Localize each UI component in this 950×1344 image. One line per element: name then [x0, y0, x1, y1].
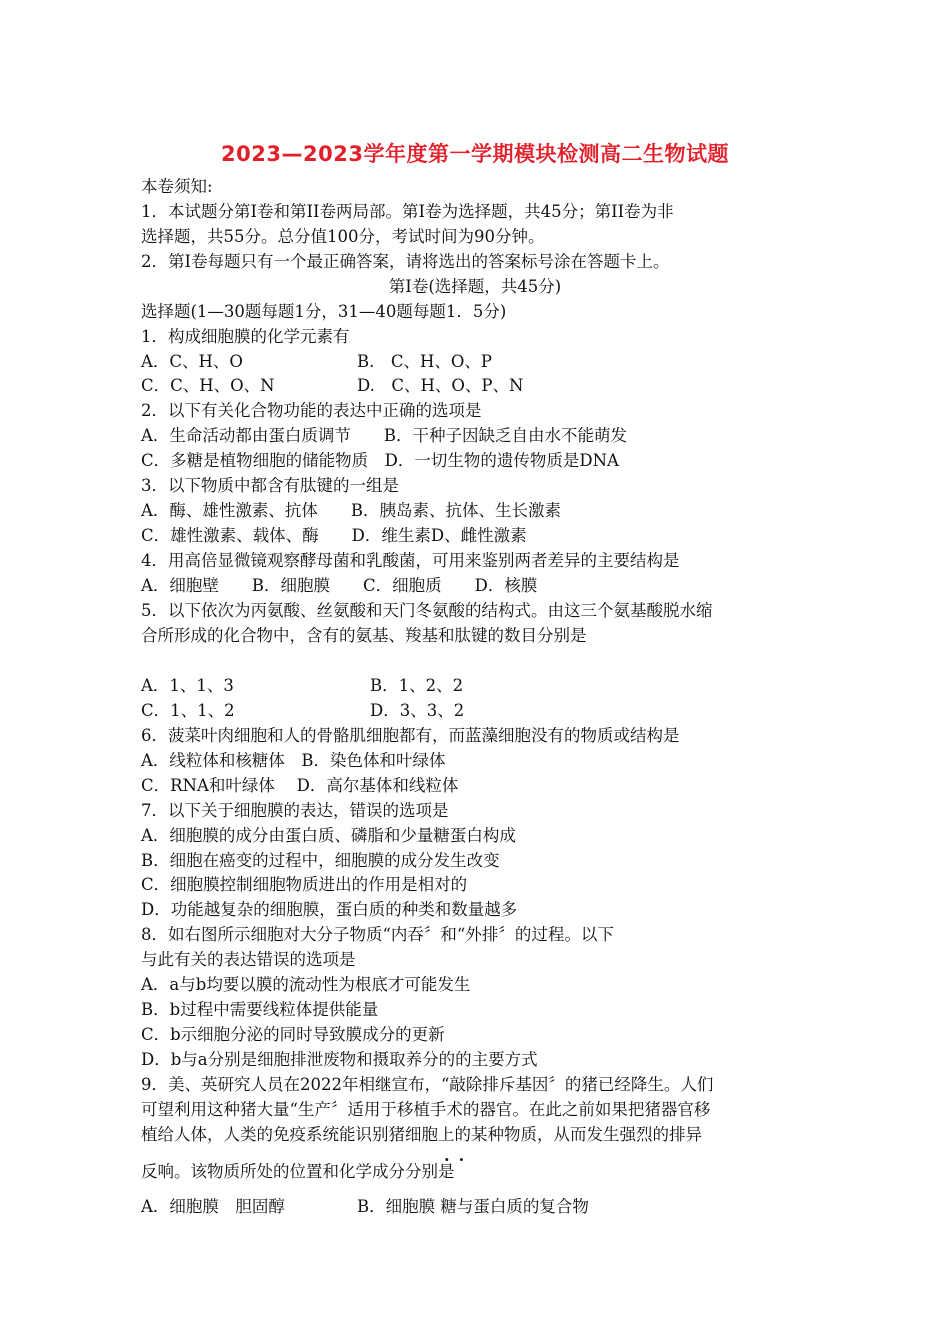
q5-option-c: C．1、1、2: [141, 701, 235, 720]
exam-title: 2023—2023学年度第一学期模块检测高二生物试题: [221, 142, 729, 166]
q7-option-d: D．功能越复杂的细胞膜，蛋白质的种类和数量越多: [141, 900, 518, 919]
q6-options-ab: A．线粒体和核糖体 B．染色体和叶绿体: [141, 751, 446, 770]
q4-options: A．细胞壁 B．细胞膜 C．细胞质 D．核膜: [141, 576, 538, 595]
question-9-line-4: 反响。该物质所处的位置和化学成分分别是: [141, 1162, 455, 1181]
q9-option-b: B．细胞膜 糖与蛋白质的复合物: [357, 1197, 589, 1216]
notice-line-2: 2．第Ⅰ卷每题只有一个最正确答案，请将选出的答案标号涂在答题卡上。: [141, 252, 670, 271]
q5-option-d: D．3、3、2: [370, 701, 465, 720]
q3-options-cd: C．雄性激素、载体、酶 D．维生素D、雌性激素: [141, 526, 527, 545]
question-3: 3．以下物质中都含有肽键的一组是: [141, 476, 399, 495]
notice-heading: 本卷须知:: [141, 177, 213, 196]
question-2: 2．以下有关化合物功能的表达中正确的选项是: [141, 401, 482, 420]
q8-option-b: B．b过程中需要线粒体提供能量: [141, 1000, 379, 1019]
question-9-line-3: 植给人体，人类的免疫系统能识别猪细胞上的某种物质，从而发生强烈的排异: [141, 1125, 702, 1144]
emphasis-dots: ··: [444, 1150, 474, 1169]
question-5-line-1: 5．以下依次为丙氨酸、丝氨酸和天门冬氨酸的结构式。由这三个氨基酸脱水缩: [141, 601, 713, 620]
question-8-line-2: 与此有关的表达错误的选项是: [141, 950, 356, 969]
q1-option-d: D. C、H、O、P、N: [357, 376, 524, 395]
q7-option-a: A．细胞膜的成分由蛋白质、磷脂和少量糖蛋白构成: [141, 826, 516, 845]
q7-option-b: B．细胞在癌变的过程中，细胞膜的成分发生改变: [141, 851, 500, 870]
q1-option-c: C．C、H、O、N: [141, 376, 275, 395]
q5-option-b: B．1、2、2: [370, 676, 464, 695]
q8-option-c: C．b示细胞分泌的同时导致膜成分的更新: [141, 1025, 445, 1044]
q3-options-ab: A．酶、雄性激素、抗体 B．胰岛素、抗体、生长激素: [141, 501, 562, 520]
question-7: 7．以下关于细胞膜的表达，错误的选项是: [141, 801, 449, 820]
q5-option-a: A．1、1、3: [141, 676, 234, 695]
q8-option-d: D．b与a分别是细胞排泄废物和摄取养分的的主要方式: [141, 1050, 538, 1069]
q1-option-b: B. C、H、O、P: [357, 352, 493, 371]
section-subtitle: 选择题(1—30题每题1分，31—40题每题1．5分): [141, 302, 507, 321]
section-title: 第Ⅰ卷(选择题，共45分): [388, 277, 562, 296]
question-9-line-1: 9．美、英研究人员在2022年相继宣布，“敲除排斥基因〞的猪已经降生。人们: [141, 1075, 714, 1094]
question-1: 1．构成细胞膜的化学元素有: [141, 327, 350, 346]
q1-option-a: A．C、H、O: [141, 352, 243, 371]
q2-options-ab: A．生命活动都由蛋白质调节 B．干种子因缺乏自由水不能萌发: [141, 426, 628, 445]
q9-option-a: A．细胞膜 胆固醇: [141, 1197, 285, 1216]
question-9-line-2: 可望利用这种猪大量“生产〞适用于移植手术的器官。在此之前如果把猪器官移: [141, 1100, 711, 1119]
q8-option-a: A．a与b均要以膜的流动性为根底才可能发生: [141, 975, 471, 994]
notice-line-1b: 选择题，共55分。总分值100分，考试时间为90分钟。: [141, 227, 545, 246]
notice-line-1a: 1．本试题分第Ⅰ卷和第II卷两局部。第Ⅰ卷为选择题，共45分；第II卷为非: [141, 202, 674, 221]
q7-option-c: C．细胞膜控制细胞物质进出的作用是相对的: [141, 875, 468, 894]
question-8-line-1: 8．如右图所示细胞对大分子物质“内吞〞和“外排〞的过程。以下: [141, 925, 614, 944]
q2-options-cd: C．多糖是植物细胞的储能物质 D．一切生物的遗传物质是DNA: [141, 451, 619, 470]
question-4: 4．用高倍显微镜观察酵母菌和乳酸菌，可用来鉴别两者差异的主要结构是: [141, 551, 680, 570]
question-5-line-2: 合所形成的化合物中，含有的氨基、羧基和肽键的数目分别是: [141, 626, 587, 645]
question-6: 6．菠菜叶肉细胞和人的骨骼肌细胞都有，而蓝藻细胞没有的物质或结构是: [141, 726, 680, 745]
q6-options-cd: C．RNA和叶绿体 D．高尔基体和线粒体: [141, 776, 459, 795]
